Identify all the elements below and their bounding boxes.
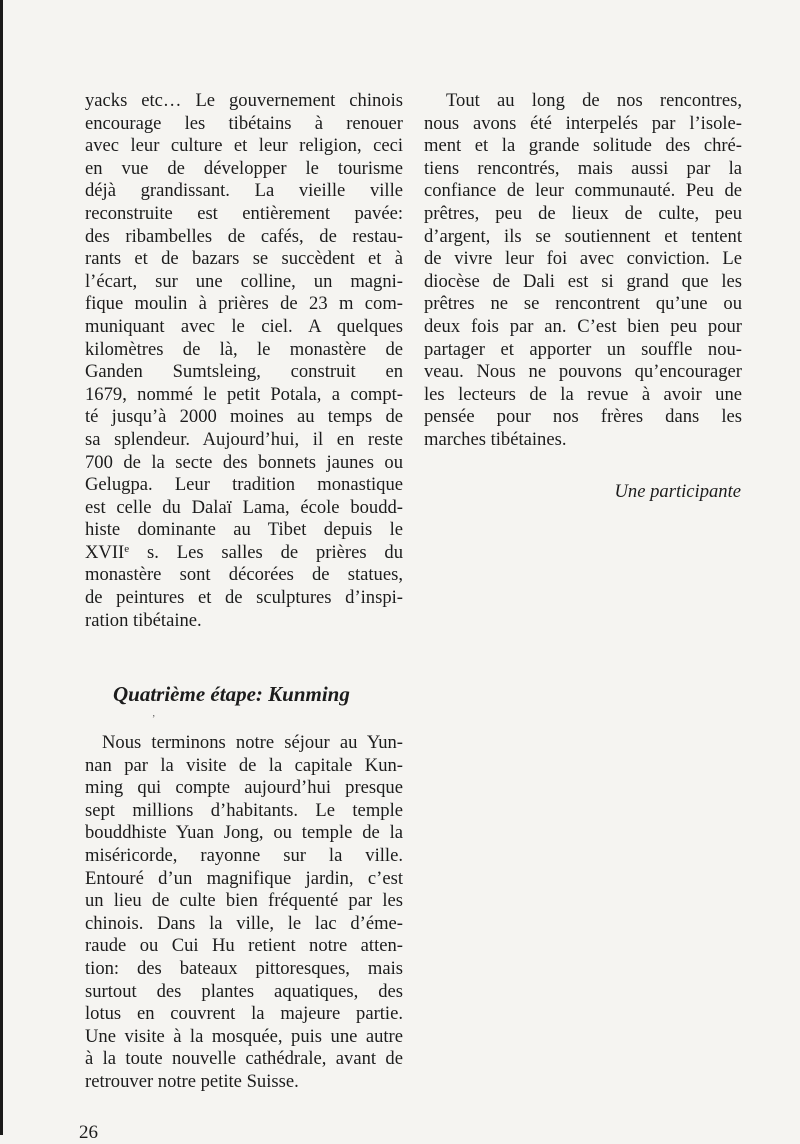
- right-column: [424, 90, 742, 452]
- text-line: veau. Nous ne pouvons qu’encourager: [424, 361, 742, 383]
- text-line: Une visite à la mosquée, puis une autre: [85, 1025, 403, 1047]
- text-line: sept millions d’habitants. Le temple: [85, 799, 403, 821]
- text-line: pensée pour nos frères dans les: [424, 406, 742, 428]
- section-heading: Quatrième étape: Kunming: [113, 682, 350, 706]
- text-line: yacks etc… Le gouvernement chinois: [85, 90, 403, 111]
- scan-edge: [0, 0, 3, 1135]
- text-line: en vue de développer le tourisme: [85, 157, 403, 179]
- scan-speck: ’: [152, 714, 156, 725]
- text-line: ming qui compte aujourd’hui presque: [85, 777, 403, 799]
- text-line: reconstruite est entièrement pavée:: [85, 202, 403, 224]
- text-line-century: [85, 542, 403, 565]
- text-line: d’argent, ils se soutiennent et tentent: [424, 225, 742, 247]
- text-line: Gelugpa. Leur tradition monastique: [85, 474, 403, 496]
- text-line: Nous terminons notre séjour au Yun-: [102, 732, 403, 753]
- text-line: diocèse de Dali est si grand que les: [424, 270, 742, 292]
- text-line: avec leur culture et leur religion, ceci: [85, 135, 403, 157]
- text-line: confiance de leur communauté. Peu de: [424, 180, 742, 202]
- text-line: à la toute nouvelle cathédrale, avant de: [85, 1048, 403, 1070]
- text-line: nan par la visite de la capitale Kun-: [85, 754, 403, 776]
- text-line: de vivre leur foi avec conviction. Le: [424, 248, 742, 270]
- text-line: marches tibétaines.: [424, 428, 567, 450]
- text-line: kilomètres de là, le monastère de: [85, 338, 403, 360]
- text-line: histe dominante au Tibet depuis le: [85, 519, 403, 541]
- text-line: l’écart, sur une colline, un magni-: [85, 270, 403, 292]
- text-line: Entouré d’un magnifique jardin, c’est: [85, 867, 403, 889]
- text-line: des ribambelles de cafés, de restau-: [85, 225, 403, 247]
- text-line: lotus en couvrent la majeure partie.: [85, 1003, 403, 1025]
- text-line: prêtres ne se rencontrent qu’une ou: [424, 293, 742, 315]
- century-line-rest: s. Les salles de prières du: [147, 541, 404, 563]
- text-line: ment et la grande solitude des chré-: [424, 135, 742, 157]
- text-line: bouddhiste Yuan Jong, ou temple de la: [85, 822, 403, 844]
- article-signature: Une participante: [614, 481, 741, 502]
- text-line: surtout des plantes aquatiques, des: [85, 980, 403, 1002]
- text-line: est celle du Dalaï Lama, école boudd-: [85, 496, 403, 518]
- left-column: [85, 90, 403, 632]
- text-line: partager et apporter un souffle nou-: [424, 338, 742, 360]
- bottom-left-column: [85, 732, 403, 1094]
- text-line: sa splendeur. Aujourd’hui, il en reste: [85, 428, 403, 450]
- century-roman: XVII: [85, 541, 125, 563]
- text-line: miséricorde, rayonne sur la ville.: [85, 844, 403, 866]
- text-line: fique moulin à prières de 23 m com-: [85, 293, 403, 315]
- text-line: retrouver notre petite Suisse.: [85, 1070, 299, 1092]
- text-line: encourage les tibétains à renouer: [85, 112, 403, 134]
- text-line: tiens rencontrés, mais aussi par la: [424, 157, 742, 179]
- text-line: monastère sont décorées de statues,: [85, 564, 403, 586]
- text-line: nous avons été interpelés par l’isole-: [424, 112, 742, 134]
- text-line: les lecteurs de la revue à avoir une: [424, 383, 742, 405]
- text-line: déjà grandissant. La vieille ville: [85, 180, 403, 202]
- text-line: Ganden Sumtsleing, construit en: [85, 361, 403, 383]
- text-line: un lieu de culte bien fréquenté par les: [85, 890, 403, 912]
- page-number: 26: [79, 1122, 98, 1143]
- text-line: té jusqu’à 2000 moines au temps de: [85, 406, 403, 428]
- text-line: 700 de la secte des bonnets jaunes ou: [85, 451, 403, 473]
- text-line: rants et de bazars se succèdent et à: [85, 248, 403, 270]
- text-line: de peintures et de sculptures d’inspi-: [85, 587, 403, 609]
- text-line: deux fois par an. C’est bien peu pour: [424, 315, 742, 337]
- text-line: chinois. Dans la ville, le lac d’éme-: [85, 912, 403, 934]
- text-line: prêtres, peu de lieux de culte, peu: [424, 202, 742, 224]
- text-line: muniquant avec le ciel. A quelques: [85, 315, 403, 337]
- text-line: raude ou Cui Hu retient notre atten-: [85, 935, 403, 957]
- text-line: tion: des bateaux pittoresques, mais: [85, 957, 403, 979]
- text-line: ration tibétaine.: [85, 609, 202, 631]
- century-suffix: e: [124, 542, 130, 555]
- text-line: 1679, nommé le petit Potala, a compt-: [85, 383, 403, 405]
- text-line: Tout au long de nos rencontres,: [446, 90, 742, 111]
